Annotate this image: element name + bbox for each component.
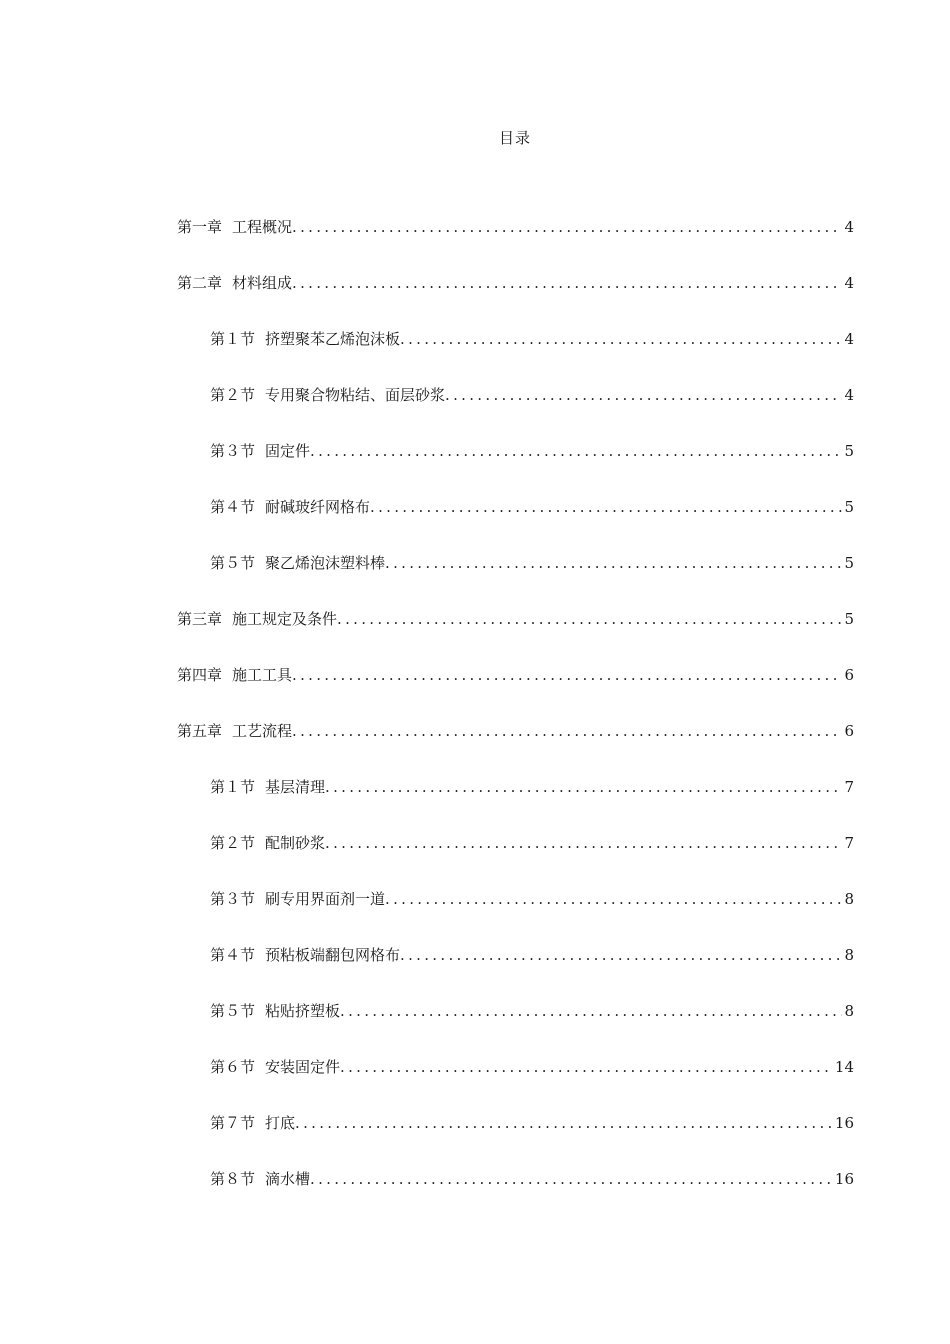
dot-leader [400, 945, 842, 965]
toc-entry-label: 第８节 [210, 1170, 256, 1188]
toc-entry-page-number: 4 [844, 218, 854, 236]
toc-entry-title: 材料组成 [232, 274, 293, 292]
toc-entry-page-number: 6 [844, 666, 854, 684]
toc-entry-label: 第５节 [210, 554, 256, 572]
toc-entry-chapter-2-section-3[interactable] [177, 405, 854, 461]
toc-entry-chapter-5[interactable] [177, 685, 854, 741]
toc-entry-chapter-5-section-2[interactable] [177, 797, 854, 853]
toc-entry-label: 第４节 [210, 946, 256, 964]
toc-entry-label: 第７节 [210, 1114, 256, 1132]
dot-leader [445, 385, 842, 405]
dot-leader [400, 329, 842, 349]
toc-entry-title: 打底 [265, 1114, 296, 1132]
toc-entry-chapter-5-section-1[interactable] [177, 741, 854, 797]
toc-entry-label: 第１节 [210, 330, 256, 348]
toc-entry-title: 配制砂浆 [265, 834, 326, 852]
toc-entry-page-number: 5 [844, 610, 854, 628]
toc-entry-page-number: 5 [844, 554, 854, 572]
dot-leader [292, 665, 842, 685]
toc-entry-page-number: 8 [844, 1002, 854, 1020]
toc-entry-label: 第１节 [210, 778, 256, 796]
toc-entry-title: 专用聚合物粘结、面层砂浆 [265, 386, 446, 404]
toc-entry-title: 滴水槽 [265, 1170, 311, 1188]
toc-entry-label: 第三章 [177, 610, 223, 628]
toc-entry-title: 刷专用界面剂一道 [265, 890, 386, 908]
toc-entry-page-number: 5 [844, 498, 854, 516]
toc-entry-chapter-3[interactable] [177, 573, 854, 629]
toc-entry-label: 第２节 [210, 834, 256, 852]
toc-entry-chapter-2-section-2[interactable] [177, 349, 854, 405]
toc-entry-chapter-5-section-8[interactable] [177, 1133, 854, 1189]
toc-entry-chapter-2-section-1[interactable] [177, 293, 854, 349]
toc-title: 目录 [498, 129, 531, 147]
toc-entry-page-number: 16 [834, 1114, 854, 1132]
toc-entry-label: 第二章 [177, 274, 223, 292]
toc-entry-page-number: 14 [834, 1058, 854, 1076]
toc-entry-title: 安装固定件 [265, 1058, 341, 1076]
dot-leader [310, 1169, 833, 1189]
toc-entry-title: 固定件 [265, 442, 311, 460]
toc-entry-chapter-4[interactable] [177, 629, 854, 685]
dot-leader [340, 1001, 842, 1021]
toc-entry-label: 第３节 [210, 890, 256, 908]
toc-entry-page-number: 8 [844, 946, 854, 964]
dot-leader [340, 1057, 833, 1077]
dot-leader [370, 497, 842, 517]
toc-entry-label: 第一章 [177, 218, 223, 236]
table-of-contents [177, 181, 854, 1189]
toc-entry-chapter-5-section-3[interactable] [177, 853, 854, 909]
toc-entry-chapter-2-section-4[interactable] [177, 461, 854, 517]
dot-leader [337, 609, 842, 629]
dot-leader [385, 553, 842, 573]
toc-entry-page-number: 7 [844, 778, 854, 796]
toc-entry-title: 施工规定及条件 [232, 610, 338, 628]
toc-entry-label: 第四章 [177, 666, 223, 684]
dot-leader [325, 777, 842, 797]
dot-leader [292, 217, 842, 237]
toc-entry-page-number: 4 [844, 330, 854, 348]
toc-entry-chapter-5-section-6[interactable] [177, 1021, 854, 1077]
toc-entry-label: 第４节 [210, 498, 256, 516]
toc-entry-title: 耐碱玻纤网格布 [265, 498, 371, 516]
toc-entry-chapter-5-section-4[interactable] [177, 909, 854, 965]
toc-entry-label: 第２节 [210, 386, 256, 404]
toc-entry-chapter-2[interactable] [177, 237, 854, 293]
toc-entry-chapter-2-section-5[interactable] [177, 517, 854, 573]
toc-entry-title: 工程概况 [232, 218, 293, 236]
dot-leader [325, 833, 842, 853]
dot-leader [295, 1113, 833, 1133]
toc-entry-title: 聚乙烯泡沫塑料棒 [265, 554, 386, 572]
dot-leader [385, 889, 842, 909]
toc-entry-title: 施工工具 [232, 666, 293, 684]
toc-entry-title: 工艺流程 [232, 722, 293, 740]
toc-entry-page-number: 4 [844, 274, 854, 292]
dot-leader [292, 721, 842, 741]
toc-entry-page-number: 6 [844, 722, 854, 740]
dot-leader [292, 273, 842, 293]
toc-entry-page-number: 16 [834, 1170, 854, 1188]
toc-entry-chapter-5-section-7[interactable] [177, 1077, 854, 1133]
toc-entry-title: 挤塑聚苯乙烯泡沫板 [265, 330, 401, 348]
toc-entry-page-number: 5 [844, 442, 854, 460]
toc-entry-title: 基层清理 [265, 778, 326, 796]
toc-entry-chapter-5-section-5[interactable] [177, 965, 854, 1021]
dot-leader [310, 441, 842, 461]
toc-entry-page-number: 7 [844, 834, 854, 852]
toc-entry-label: 第６节 [210, 1058, 256, 1076]
toc-entry-title: 粘贴挤塑板 [265, 1002, 341, 1020]
toc-entry-label: 第５节 [210, 1002, 256, 1020]
toc-entry-title: 预粘板端翻包网格布 [265, 946, 401, 964]
toc-entry-label: 第３节 [210, 442, 256, 460]
toc-entry-chapter-1[interactable] [177, 181, 854, 237]
toc-entry-label: 第五章 [177, 722, 223, 740]
toc-entry-page-number: 4 [844, 386, 854, 404]
toc-entry-page-number: 8 [844, 890, 854, 908]
